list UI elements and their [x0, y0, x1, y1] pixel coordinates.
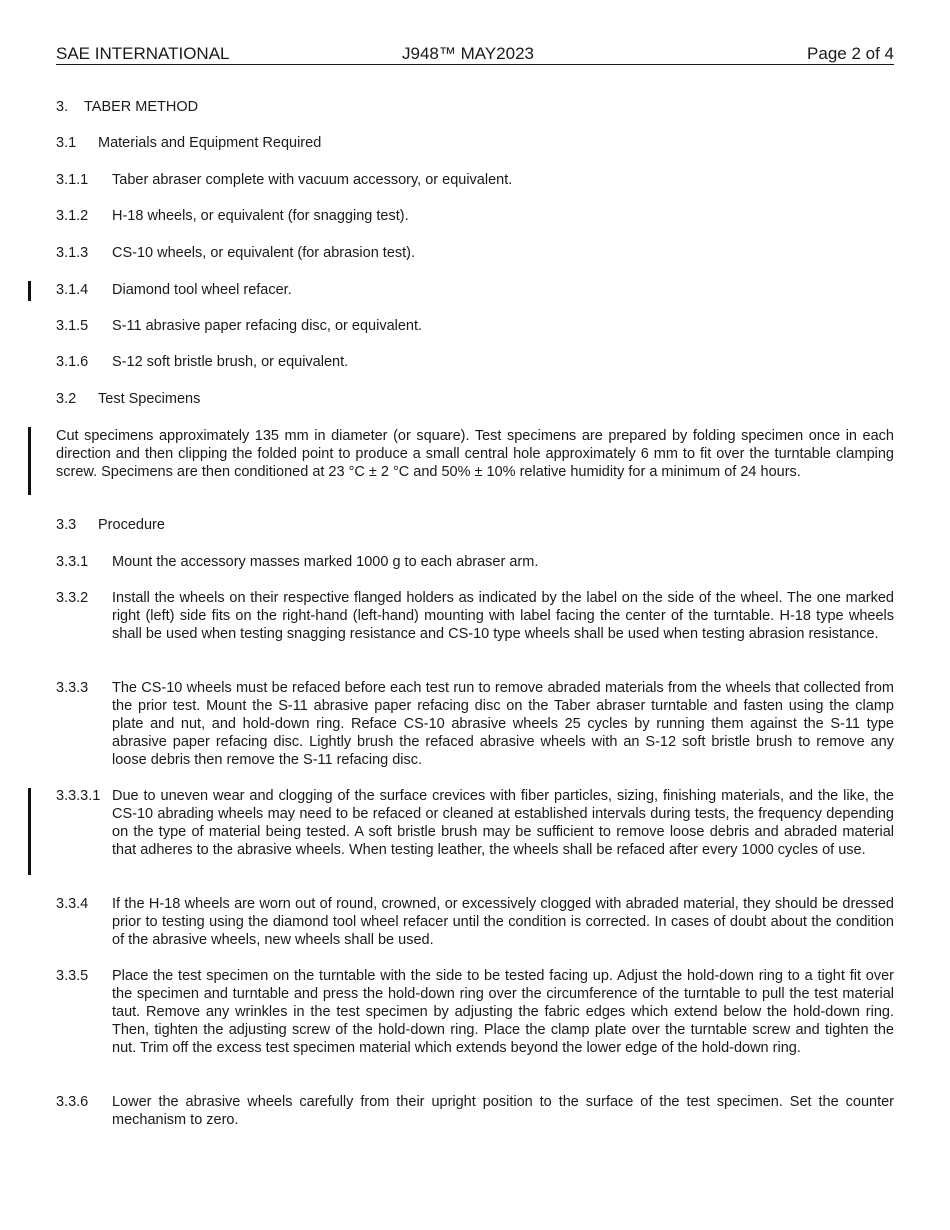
section-text: Diamond tool wheel refacer. — [112, 282, 292, 298]
revision-bar — [28, 427, 31, 495]
revision-bar — [28, 281, 31, 301]
page-number: Page 2 of 4 — [807, 44, 894, 63]
list-item — [56, 967, 894, 1057]
section-text: Mount the accessory masses marked 1000 g to each abraser arm. — [112, 554, 539, 570]
list-item — [56, 171, 894, 189]
list-item — [56, 244, 894, 262]
section-number: 3.1.1 — [56, 172, 89, 188]
section-text: Procedure — [98, 517, 165, 533]
paragraph-text: Cut specimens approximately 135 mm in diameter (or square). Test specimens are prepared by folding specimen once in each direction and then clipping the folded point to produce a small central hole approximately 6 mm to fit over the turntable clamping screw. Specimens are then conditioned at 23 °C ± 2 °C and 50% ± 10% relative humidity for a minimum of 24 hours. — [56, 428, 894, 480]
section-number: 3.3.3.1 — [56, 788, 101, 804]
section-text: Install the wheels on their respective flanged holders as indicated by the label on the side of the wheel. The one marked right (left) side fits on the right-hand (left-hand) mounting with label facing the center of the turntable. H-18 type wheels shall be used when testing snagging resistance and CS-10 type wheels shall be used when testing abrasion resistance. — [112, 590, 894, 642]
section-text: If the H-18 wheels are worn out of round, crowned, or excessively clogged with abraded material, they should be dressed prior to testing using the diamond tool wheel refacer until the condition is corrected. In cases of doubt about the condition of the abrasive wheels, new wheels shall be used. — [112, 896, 894, 948]
subsection-heading — [56, 134, 894, 152]
section-text: Lower the abrasive wheels carefully from their upright position to the surface of the test specimen. Set the counter mechanism to zero. — [112, 1094, 894, 1128]
section-text: The CS-10 wheels must be refaced before each test run to remove abraded materials from the wheels that collected from the prior test. Mount the S-11 abrasive paper refacing disc on the Taber abraser turntable and fasten using the clamp plate and nut, and hold-down ring. Reface CS-10 abrasive wheels 25 cycles by running them against the S-11 type abrasive paper refacing disc. Lightly brush the refaced abrasive wheels with an S-12 soft bristle brush to remove any loose debris then remove the S-11 refacing disc. — [112, 680, 894, 768]
section-text: S-12 soft bristle brush, or equivalent. — [112, 354, 349, 370]
list-item — [56, 281, 894, 299]
list-item — [56, 353, 894, 371]
section-number: 3.1.6 — [56, 354, 89, 370]
section-text: S-11 abrasive paper refacing disc, or equivalent. — [112, 318, 423, 334]
section-text: Materials and Equipment Required — [98, 135, 322, 151]
section-heading — [56, 98, 894, 116]
section-text: Due to uneven wear and clogging of the surface crevices with fiber particles, sizing, finishing materials, and the like, the CS-10 abrading wheels may need to be refaced or cleaned at established intervals during tests, the frequency depending on the type of material being tested. A soft bristle brush may be sufficient to remove loose debris and abraded material that adheres to the abrasive wheels. When testing leather, the wheels shall be refaced after every 1000 cycles of use. — [112, 788, 894, 858]
list-item — [56, 1093, 894, 1129]
list-item — [56, 553, 894, 571]
list-item — [56, 207, 894, 225]
list-item — [56, 787, 894, 859]
section-number: 3.1.3 — [56, 245, 89, 261]
section-number: 3.3.3 — [56, 680, 89, 696]
section-number: 3.3.6 — [56, 1094, 89, 1110]
section-number: 3.1 — [56, 135, 77, 151]
section-text: Taber abraser complete with vacuum accessory, or equivalent. — [112, 172, 513, 188]
subsection-heading — [56, 390, 894, 408]
section-number: 3.3.2 — [56, 590, 89, 606]
paragraph — [56, 427, 894, 481]
subsection-heading — [56, 516, 894, 534]
section-number: 3.3.5 — [56, 968, 89, 984]
document-id: J948™ MAY2023 — [402, 44, 534, 63]
section-text: H-18 wheels, or equivalent (for snagging test). — [112, 208, 409, 224]
page-header — [56, 44, 894, 65]
section-number: 3.3 — [56, 517, 77, 533]
section-number: 3.3.4 — [56, 896, 89, 912]
section-number: 3.1.5 — [56, 318, 89, 334]
section-text: Place the test specimen on the turntable with the side to be tested facing up. Adjust the hold-down ring to a tight fit over the specimen and turntable and press the hold-down ring over the circumference of the turntable to pull the test material taut. Remove any wrinkles in the test specimen by adjusting the fabric edges which extend below the hold-down ring. Then, tighten the adjusting screw of the hold-down ring. Place the clamp plate over the turntable screw and tighten the nut. Trim off the excess test specimen material which extends beyond the lower edge of the hold-down ring. — [112, 968, 894, 1056]
section-number: 3.1.4 — [56, 282, 89, 298]
section-number: 3.3.1 — [56, 554, 89, 570]
list-item — [56, 895, 894, 949]
section-number: 3. — [56, 99, 69, 115]
list-item — [56, 679, 894, 769]
section-number: 3.2 — [56, 391, 77, 407]
section-text: CS-10 wheels, or equivalent (for abrasion test). — [112, 245, 416, 261]
list-item — [56, 317, 894, 335]
section-text: Test Specimens — [98, 391, 201, 407]
section-text: TABER METHOD — [84, 99, 199, 115]
organization-name: SAE INTERNATIONAL — [56, 44, 230, 63]
list-item — [56, 589, 894, 643]
section-number: 3.1.2 — [56, 208, 89, 224]
revision-bar — [28, 788, 31, 875]
